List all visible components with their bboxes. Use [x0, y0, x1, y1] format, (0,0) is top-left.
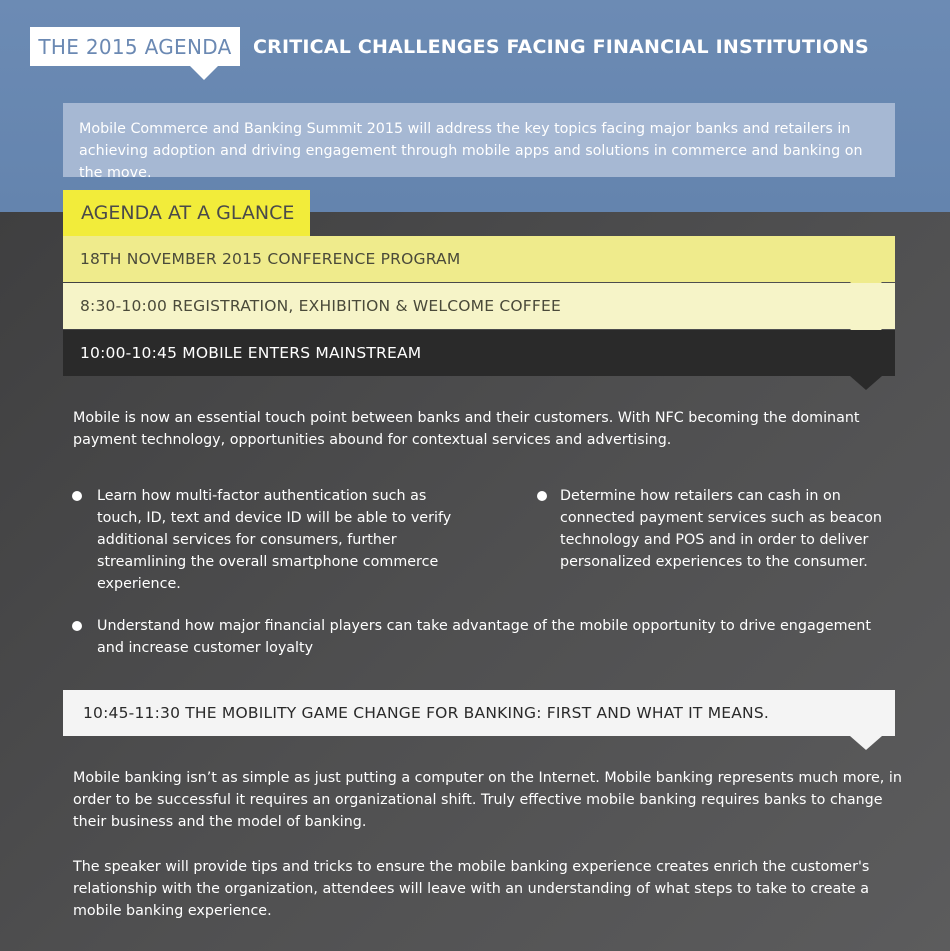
bullet-item: Determine how retailers can cash in on connected payment services such as beacon technology and POS and in order to deliver personalized experiences to the consumer.	[560, 488, 882, 570]
program-band: 18TH NOVEMBER 2015 CONFERENCE PROGRAM	[63, 236, 895, 282]
session1-description: Mobile is now an essential touch point between banks and their customers. With NFC becoming the dominant payment technology, opportunities abound for contextual services and advertising.	[73, 410, 860, 448]
intro-box: Mobile Commerce and Banking Summit 2015 will address the key topics facing major banks and retailers in achieving adoption and driving engagement through mobile apps and solutions in commerce and banking on the move.	[63, 103, 895, 177]
agenda-tag-pointer	[190, 66, 218, 80]
session1-band: 10:00-10:45 MOBILE ENTERS MAINSTREAM	[63, 330, 895, 376]
bullet-dot-icon	[72, 491, 82, 501]
session2-band-pointer	[850, 736, 882, 750]
bullet-dot-icon	[72, 621, 82, 631]
session2-paragraph: The speaker will provide tips and tricks to ensure the mobile banking experience creates enrich the customer's relationship with the organization, attendees will leave with an understanding of what steps to take to create a mobile banking experience.	[73, 859, 870, 919]
session1-band-pointer	[850, 376, 882, 390]
agenda-tag: THE 2015 AGENDA	[30, 27, 240, 66]
bullet-item: Learn how multi-factor authentication such as touch, ID, text and device ID will be able to verify additional services for consumers, further streamlining the overall smartphone commerce experience.	[97, 488, 452, 592]
session2-band: 10:45-11:30 THE MOBILITY GAME CHANGE FOR BANKING: FIRST AND WHAT IT MEANS.	[63, 690, 895, 736]
agenda-heading: AGENDA AT A GLANCE	[63, 190, 310, 236]
page-title: CRITICAL CHALLENGES FACING FINANCIAL INSTITUTIONS	[253, 36, 869, 58]
bullet-dot-icon	[537, 491, 547, 501]
registration-band: 8:30-10:00 REGISTRATION, EXHIBITION & WELCOME COFFEE	[63, 283, 895, 329]
bullet-item: Understand how major financial players can take advantage of the mobile opportunity to drive engagement and increase customer loyalty	[97, 618, 871, 656]
session2-paragraph: Mobile banking isn’t as simple as just putting a computer on the Internet. Mobile banking represents much more, in order to be successful it requires an organizational shift. Truly effective mobile banking requires banks to change their business and the model of banking.	[73, 770, 902, 830]
